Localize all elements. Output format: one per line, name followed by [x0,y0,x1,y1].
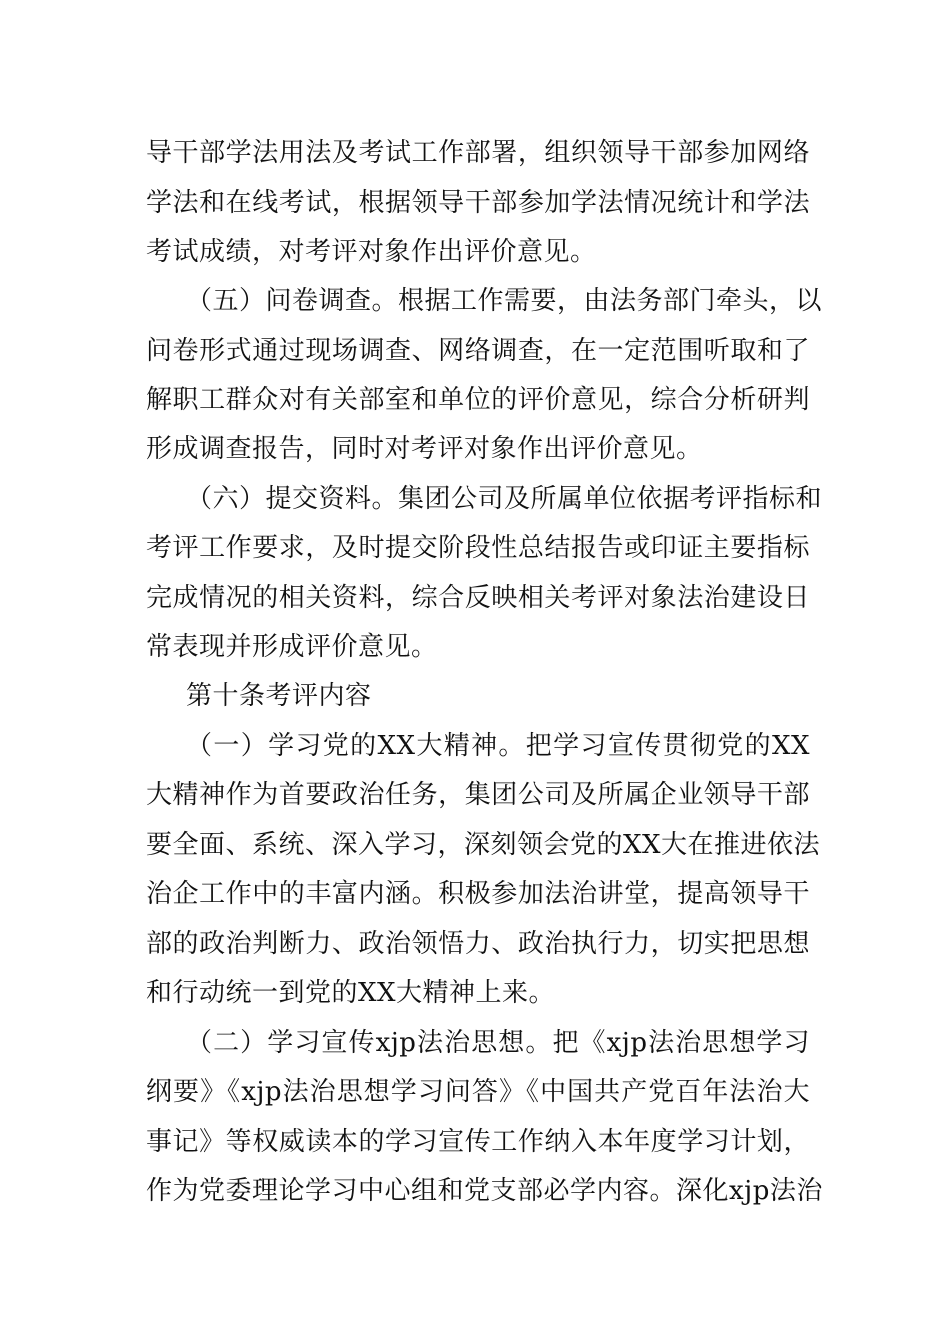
text-line: 考评工作要求，及时提交阶段性总结报告或印证主要指标 [146,533,810,563]
text-line: 导干部学法用法及考试工作部署，组织领导干部参加网络 [146,138,810,168]
paragraph-first-line: （一）学习党的XX大精神。把学习宣传贯彻党的XX [186,731,810,761]
text-line: 考试成绩，对考评对象作出评价意见。 [146,237,597,267]
text-line: 大精神作为首要政治任务，集团公司及所属企业领导干部 [146,780,810,810]
paragraph-first-line: （六）提交资料。集团公司及所属单位依据考评指标和 [186,484,823,514]
text-line: 和行动统一到党的XX大精神上来。 [146,978,556,1008]
text-line: 纲要》《xjp法治思想学习问答》《中国共产党百年法治大 [146,1077,810,1107]
text-line: 治企工作中的丰富内涵。积极参加法治讲堂，提高领导干 [146,879,810,909]
text-line: 常表现并形成评价意见。 [146,632,438,662]
paragraph-first-line: （五）问卷调查。根据工作需要，由法务部门牵头，以 [186,286,823,316]
text-line: 学法和在线考试，根据领导干部参加学法情况统计和学法 [146,188,810,218]
text-line: 完成情况的相关资料，综合反映相关考评对象法治建设日 [146,583,810,613]
text-line: 作为党委理论学习中心组和党支部必学内容。深化xjp法治 [146,1176,823,1206]
article-heading: 第十条考评内容 [186,681,372,711]
paragraph-first-line: （二）学习宣传xjp法治思想。把《xjp法治思想学习 [186,1028,810,1058]
text-line: 解职工群众对有关部室和单位的评价意见，综合分析研判 [146,385,810,415]
text-line: 事记》等权威读本的学习宣传工作纳入本年度学习计划， [146,1127,810,1157]
text-line: 部的政治判断力、政治领悟力、政治执行力，切实把思想 [146,929,810,959]
text-line: 问卷形式通过现场调查、网络调查，在一定范围听取和了 [146,336,810,366]
text-line: 形成调查报告，同时对考评对象作出评价意见。 [146,434,703,464]
text-line: 要全面、系统、深入学习，深刻领会党的XX大在推进依法 [146,830,821,860]
